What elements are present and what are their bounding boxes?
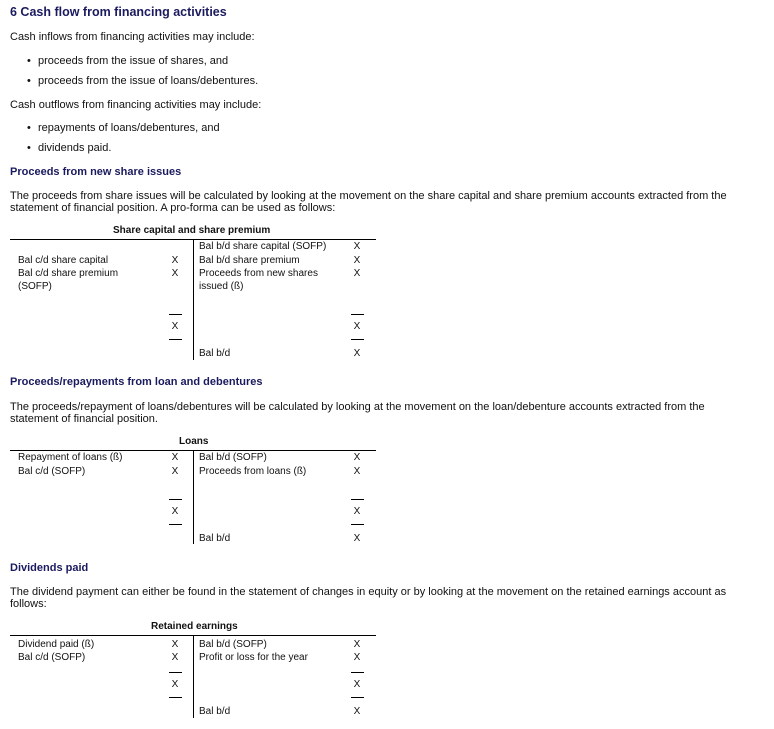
inflows-intro: Cash inflows from financing activities may include: bbox=[10, 31, 255, 43]
left-entry: Bal c/d (SOFP) bbox=[18, 652, 86, 663]
total-rule bbox=[351, 339, 364, 340]
amount-x: X bbox=[171, 255, 179, 266]
amount-x: X bbox=[353, 348, 361, 359]
total-x: X bbox=[353, 506, 361, 517]
loans-heading: Proceeds/repayments from loan and debentures bbox=[10, 376, 263, 388]
t-account-title: Share capital and share premium bbox=[113, 225, 271, 236]
total-rule bbox=[351, 314, 364, 315]
dividends-text: The dividend payment can either be found in the statement of changes in equity or by looking at the movement on the retained earnings account as follows: bbox=[10, 586, 727, 610]
total-x: X bbox=[171, 506, 179, 517]
total-rule bbox=[169, 499, 182, 500]
left-entry: Bal c/d share capital bbox=[18, 255, 109, 266]
share-text: The proceeds from share issues will be calculated by looking at the movement on the share capital and share premium accounts extracted from the statement of financial position. A pro-forma can be used as follows: bbox=[10, 190, 727, 214]
total-rule bbox=[169, 314, 182, 315]
total-x: X bbox=[353, 679, 361, 690]
bal-bd-label: Bal b/d bbox=[199, 533, 231, 544]
bal-bd-label: Bal b/d bbox=[199, 348, 231, 359]
total-x: X bbox=[171, 321, 179, 332]
total-x: X bbox=[171, 679, 179, 690]
total-rule bbox=[169, 672, 182, 673]
loans-text: The proceeds/repayment of loans/debentures will be calculated by looking at the movement on the loan/debenture accounts extracted from the statement of financial position. bbox=[10, 401, 705, 425]
section-title: 6 Cash flow from financing activities bbox=[10, 5, 227, 19]
right-entry: Proceeds from new shares bbox=[199, 268, 318, 279]
amount-x: X bbox=[171, 639, 179, 650]
dividends-heading: Dividends paid bbox=[10, 562, 89, 574]
total-rule bbox=[169, 697, 182, 698]
right-entry: Bal b/d (SOFP) bbox=[199, 452, 267, 463]
amount-x: X bbox=[353, 639, 361, 650]
right-entry: Bal b/d share premium bbox=[199, 255, 300, 266]
amount-x: X bbox=[171, 452, 179, 463]
t-account-divider bbox=[193, 636, 194, 718]
total-rule bbox=[351, 697, 364, 698]
list-item: • repayments of loans/debentures, and bbox=[38, 122, 220, 134]
total-x: X bbox=[353, 321, 361, 332]
amount-x: X bbox=[353, 706, 361, 717]
amount-x: X bbox=[353, 452, 361, 463]
t-account-title: Retained earnings bbox=[151, 621, 238, 632]
amount-x: X bbox=[353, 241, 361, 252]
total-rule bbox=[351, 524, 364, 525]
amount-x: X bbox=[353, 466, 361, 477]
left-entry: Repayment of loans (ß) bbox=[18, 452, 123, 463]
amount-x: X bbox=[171, 466, 179, 477]
t-account-divider bbox=[193, 240, 194, 360]
outflows-intro: Cash outflows from financing activities may include: bbox=[10, 99, 262, 111]
right-entry: Profit or loss for the year bbox=[199, 652, 308, 663]
list-item: • proceeds from the issue of loans/debentures. bbox=[38, 75, 258, 87]
amount-x: X bbox=[353, 255, 361, 266]
t-account-title: Loans bbox=[179, 436, 209, 447]
amount-x: X bbox=[171, 268, 179, 279]
list-item: • proceeds from the issue of shares, and bbox=[38, 55, 228, 67]
list-item: • dividends paid. bbox=[38, 142, 111, 154]
left-entry: Bal c/d share premium bbox=[18, 268, 119, 279]
right-entry: Bal b/d share capital (SOFP) bbox=[199, 241, 327, 252]
right-entry: issued (ß) bbox=[199, 281, 244, 292]
total-rule bbox=[169, 339, 182, 340]
total-rule bbox=[351, 499, 364, 500]
amount-x: X bbox=[353, 533, 361, 544]
amount-x: X bbox=[171, 652, 179, 663]
amount-x: X bbox=[353, 652, 361, 663]
left-entry: Dividend paid (ß) bbox=[18, 639, 95, 650]
left-entry: (SOFP) bbox=[18, 281, 52, 292]
right-entry: Bal b/d (SOFP) bbox=[199, 639, 267, 650]
left-entry: Bal c/d (SOFP) bbox=[18, 466, 86, 477]
right-entry: Proceeds from loans (ß) bbox=[199, 466, 307, 477]
amount-x: X bbox=[353, 268, 361, 279]
share-heading: Proceeds from new share issues bbox=[10, 166, 182, 178]
t-account-divider bbox=[193, 451, 194, 544]
total-rule bbox=[351, 672, 364, 673]
bal-bd-label: Bal b/d bbox=[199, 706, 231, 717]
total-rule bbox=[169, 524, 182, 525]
